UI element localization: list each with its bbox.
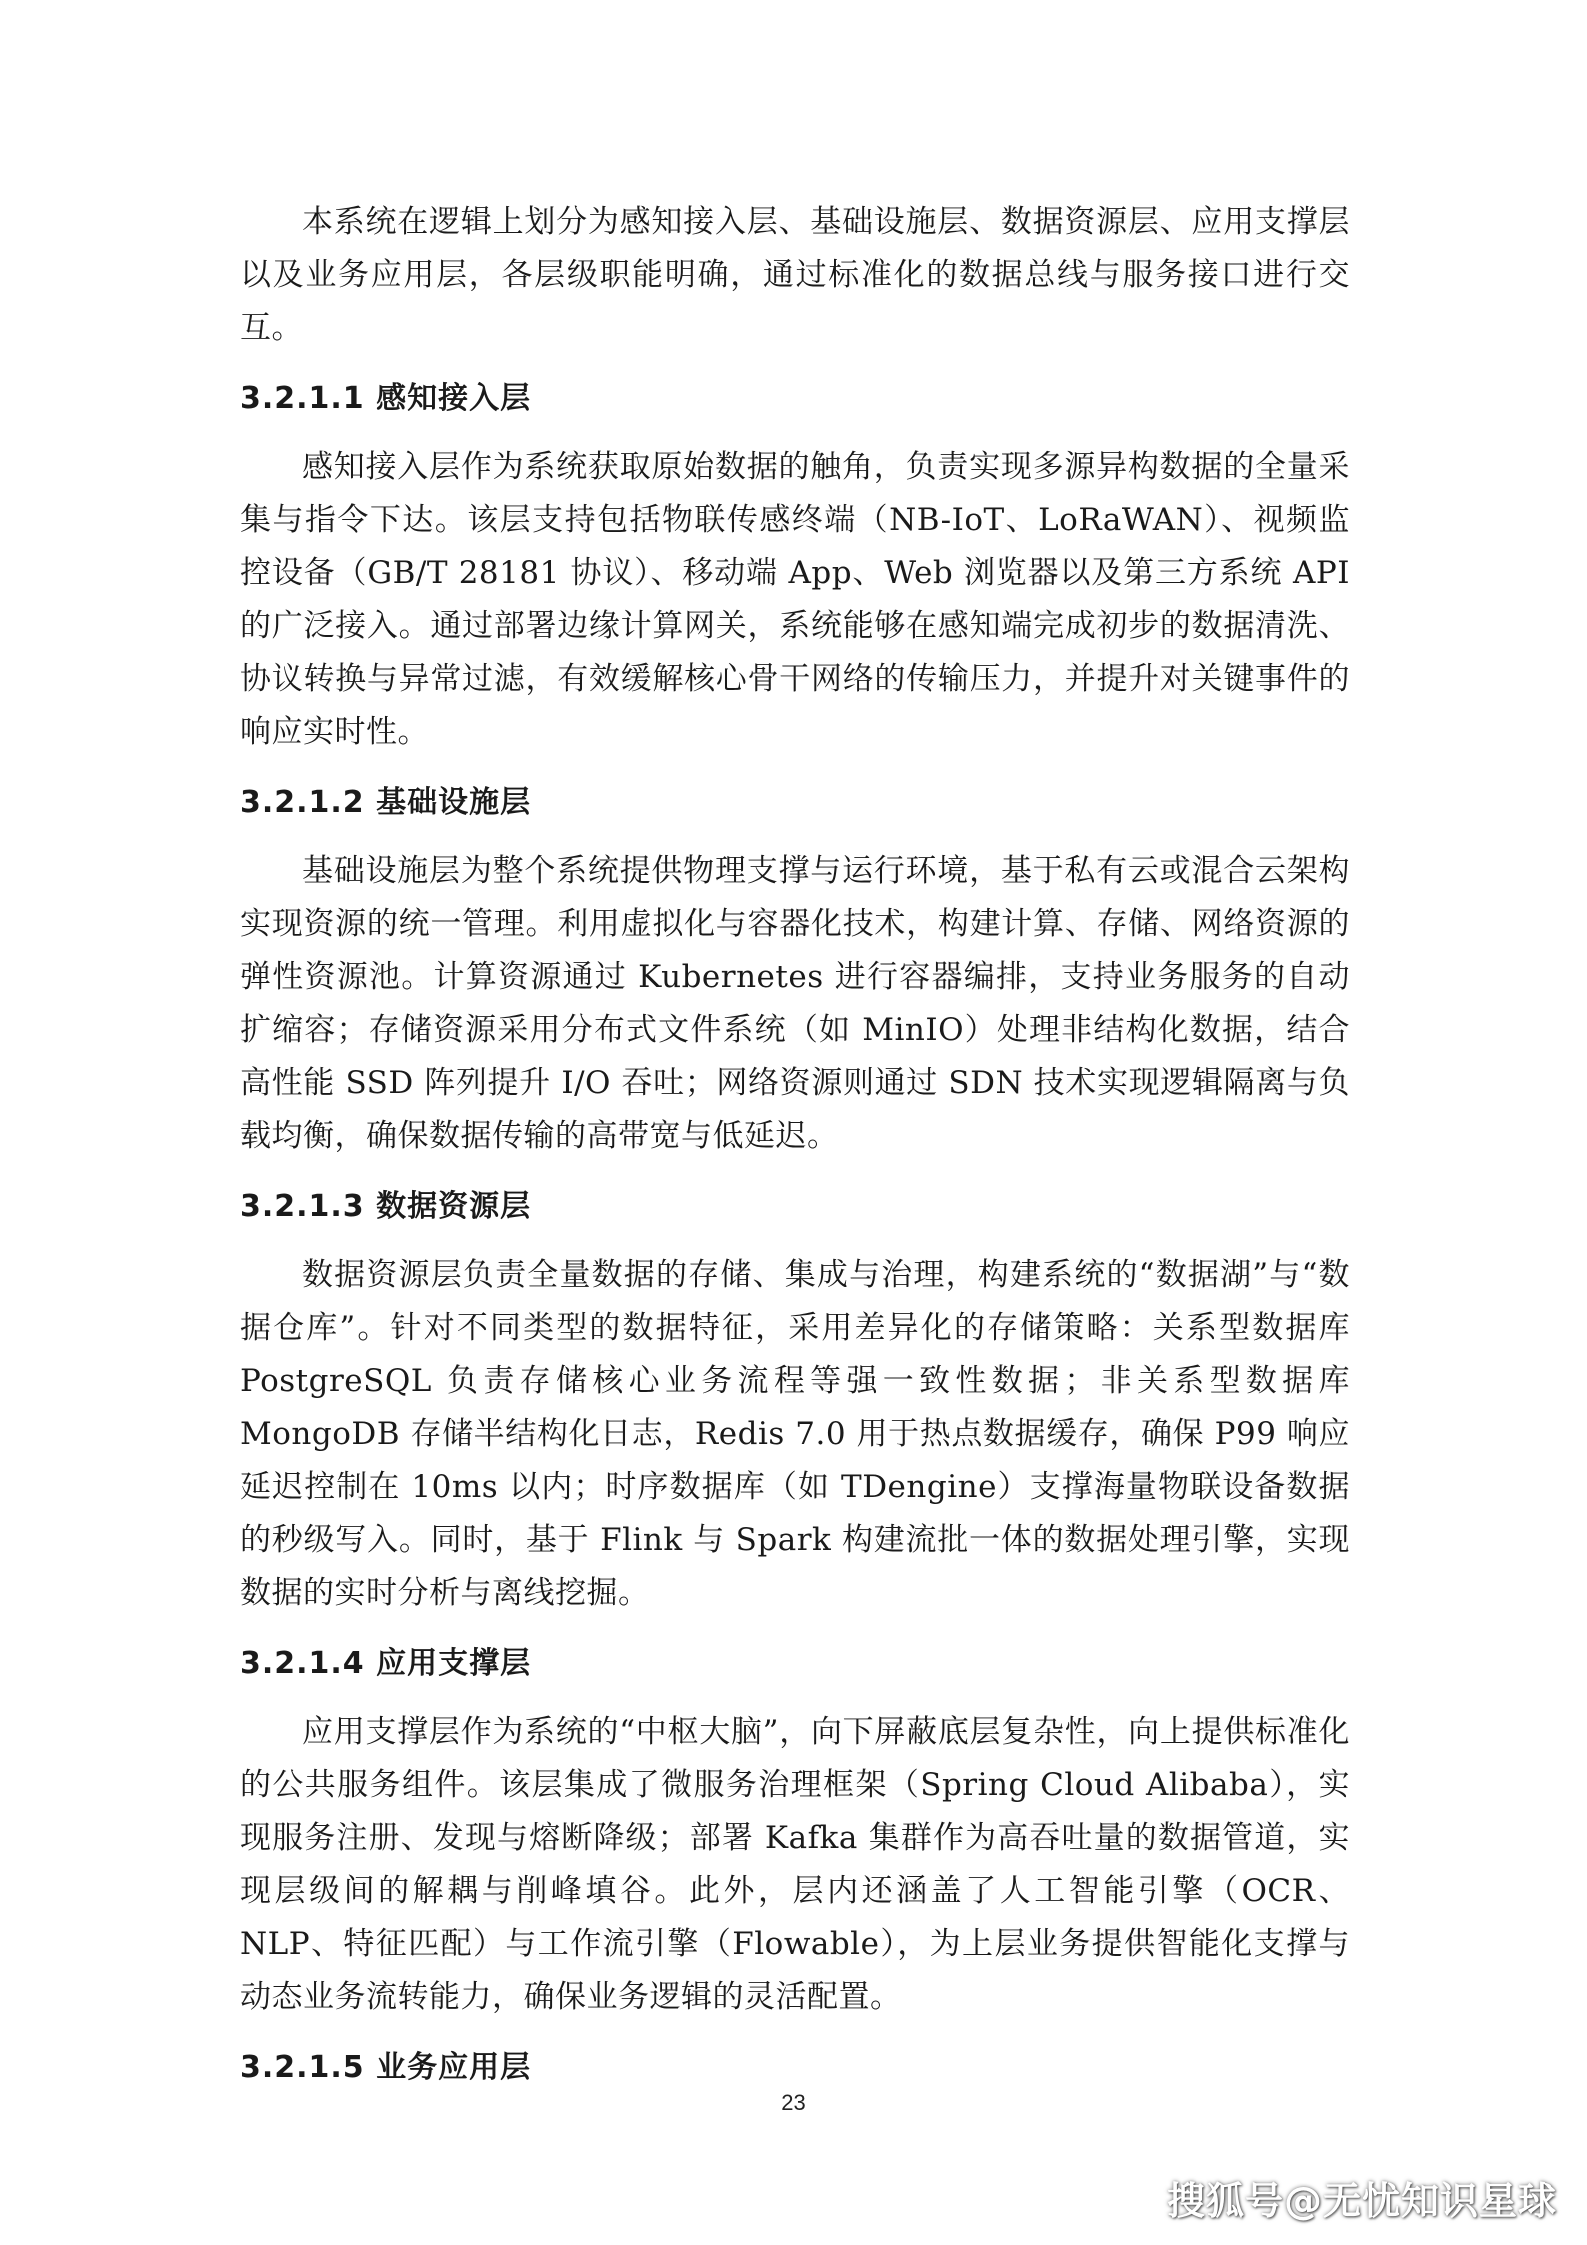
document-body xyxy=(240,196,1350,2110)
section-heading-3-2-1-5: 3.2.1.5 业务应用层 xyxy=(240,2050,532,2085)
section-body-3-2-1-4: 应用支撑层作为系统的“中枢大脑”，向下屏蔽底层复杂性，向上提供标准化的公共服务组件。该层集成了微服务治理框架（Spring Cloud Alibaba），实现服务注册、发现与熔断降级；部署 Kafka 集群作为高吞吐量的数据管道，实现层级间的解耦与削峰填谷。此外，层内还涵盖了人工智能引擎（OCR、NLP、特征匹配）与工作流引擎（Flowable），为上层业务提供智能化支撑与动态业务流转能力，确保业务逻辑的灵活配置。 xyxy=(240,1714,1350,2015)
section-heading-3-2-1-2: 3.2.1.2 基础设施层 xyxy=(240,785,532,820)
section-body-3-2-1-1: 感知接入层作为系统获取原始数据的触角，负责实现多源异构数据的全量采集与指令下达。该层支持包括物联传感终端（NB-IoT、LoRaWAN）、视频监控设备（GB/T 28181 协议）、移动端 App、Web 浏览器以及第三方系统 API 的广泛接入。通过部署边缘计算网关，系统能够在感知端完成初步的数据清洗、协议转换与异常过滤，有效缓解核心骨干网络的传输压力，并提升对关键事件的响应实时性。 xyxy=(240,449,1350,750)
section-body-3-2-1-2: 基础设施层为整个系统提供物理支撑与运行环境，基于私有云或混合云架构实现资源的统一管理。利用虚拟化与容器化技术，构建计算、存储、网络资源的弹性资源池。计算资源通过 Kubernetes 进行容器编排，支持业务服务的自动扩缩容；存储资源采用分布式文件系统（如 MinIO）处理非结构化数据，结合高性能 SSD 阵列提升 I/O 吞吐；网络资源则通过 SDN 技术实现逻辑隔离与负载均衡，确保数据传输的高带宽与低延迟。 xyxy=(240,853,1350,1154)
section-body-3-2-1-3: 数据资源层负责全量数据的存储、集成与治理，构建系统的“数据湖”与“数据仓库”。针对不同类型的数据特征，采用差异化的存储策略：关系型数据库 PostgreSQL 负责存储核心业务流程等强一致性数据；非关系型数据库 MongoDB 存储半结构化日志，Redis 7.0 用于热点数据缓存，确保 P99 响应延迟控制在 10ms 以内；时序数据库（如 TDengine）支撑海量物联设备数据的秒级写入。同时，基于 Flink 与 Spark 构建流批一体的数据处理引擎，实现数据的实时分析与离线挖掘。 xyxy=(240,1257,1350,1611)
section-heading-3-2-1-1: 3.2.1.1 感知接入层 xyxy=(240,381,532,416)
intro-paragraph: 本系统在逻辑上划分为感知接入层、基础设施层、数据资源层、应用支撑层以及业务应用层，各层级职能明确，通过标准化的数据总线与服务接口进行交互。 xyxy=(240,204,1350,346)
watermark-text: 搜狐号@无忧知识星球 xyxy=(1166,2179,1557,2223)
section-heading-3-2-1-4: 3.2.1.4 应用支撑层 xyxy=(240,1646,532,1681)
section-heading-3-2-1-3: 3.2.1.3 数据资源层 xyxy=(240,1189,532,1224)
page-number: 23 xyxy=(781,2090,806,2115)
